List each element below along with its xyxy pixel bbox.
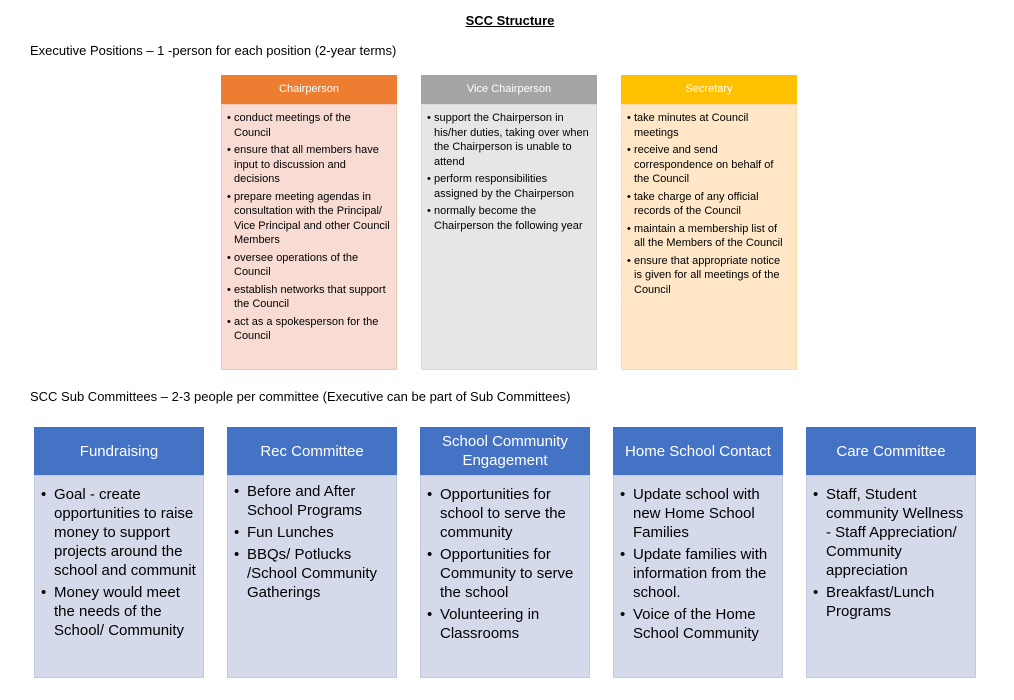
subcommittee-subtitle: SCC Sub Committees – 2-3 people per committee (Executive can be part of Sub Committees)	[30, 389, 571, 404]
fundraising-details	[34, 475, 204, 678]
list-item: • prepare meeting agendas in consultation with the Principal/ Vice Principal and other Council Members	[228, 190, 390, 248]
chairperson-duties	[221, 104, 397, 370]
secretary-header: Secretary	[621, 75, 797, 104]
committee-title: Rec Committee	[260, 442, 364, 460]
vice-chairperson-duties	[421, 104, 597, 370]
list-item: • Goal - create opportunities to raise money to support projects around the school and communit	[41, 485, 199, 580]
list-item: • Voice of the Home School Community	[620, 605, 778, 643]
list-item: • Opportunities for Community to serve the school	[427, 545, 585, 602]
fundraising-header	[34, 427, 204, 475]
committee-title: Home School Contact	[625, 442, 771, 460]
list-item: • Breakfast/Lunch Programs	[813, 583, 971, 621]
list-item: • ensure that all members have input to discussion and decisions	[228, 143, 390, 187]
home-school-contact-header	[613, 427, 783, 475]
list-item: • take charge of any official records of the Council	[628, 190, 790, 219]
list-item: • Fun Lunches	[234, 523, 392, 542]
care-committee-header	[806, 427, 976, 475]
committee-title: Fundraising	[79, 442, 159, 460]
list-item: • Update school with new Home School Families	[620, 485, 778, 542]
list-item: • establish networks that support the Council	[228, 283, 390, 312]
list-item: • Volunteering in Classrooms	[427, 605, 585, 643]
list-item: • ensure that appropriate notice is given for all meetings of the Council	[628, 254, 790, 298]
list-item: • Update families with information from the school.	[620, 545, 778, 602]
list-item: • receive and send correspondence on behalf of the Council	[628, 143, 790, 187]
list-item: • Money would meet the needs of the School/ Community	[41, 583, 199, 640]
committee-title: Care Committee	[836, 442, 946, 460]
list-item: • oversee operations of the Council	[228, 251, 390, 280]
list-item: • normally become the Chairperson the following year	[428, 204, 590, 233]
list-item: • conduct meetings of the Council	[228, 111, 390, 140]
list-item: • Before and After School Programs	[234, 482, 392, 520]
list-item: • Staff, Student community Wellness - Staff Appreciation/ Community appreciation	[813, 485, 971, 580]
home-school-contact-details	[613, 475, 783, 678]
rec-committee-details	[227, 475, 397, 678]
list-item: • BBQs/ Potlucks /School Community Gatherings	[234, 545, 392, 602]
community-engagement-header	[420, 427, 590, 475]
list-item: • maintain a membership list of all the Members of the Council	[628, 222, 790, 251]
community-engagement-details	[420, 475, 590, 678]
list-item: • perform responsibilities assigned by the Chairperson	[428, 172, 590, 201]
list-item: • Opportunities for school to serve the community	[427, 485, 585, 542]
list-item: • support the Chairperson in his/her duties, taking over when the Chairperson is unable to attend	[428, 111, 590, 169]
committee-title: School Community Engagement	[442, 433, 568, 469]
rec-committee-header	[227, 427, 397, 475]
chairperson-header: Chairperson	[221, 75, 397, 104]
vice-chairperson-header: Vice Chairperson	[421, 75, 597, 104]
list-item: • take minutes at Council meetings	[628, 111, 790, 140]
secretary-duties	[621, 104, 797, 370]
care-committee-details	[806, 475, 976, 678]
list-item: • act as a spokesperson for the Council	[228, 315, 390, 344]
page-title: SCC Structure	[465, 13, 555, 28]
executive-subtitle: Executive Positions – 1 -person for each position (2-year terms)	[30, 43, 397, 58]
